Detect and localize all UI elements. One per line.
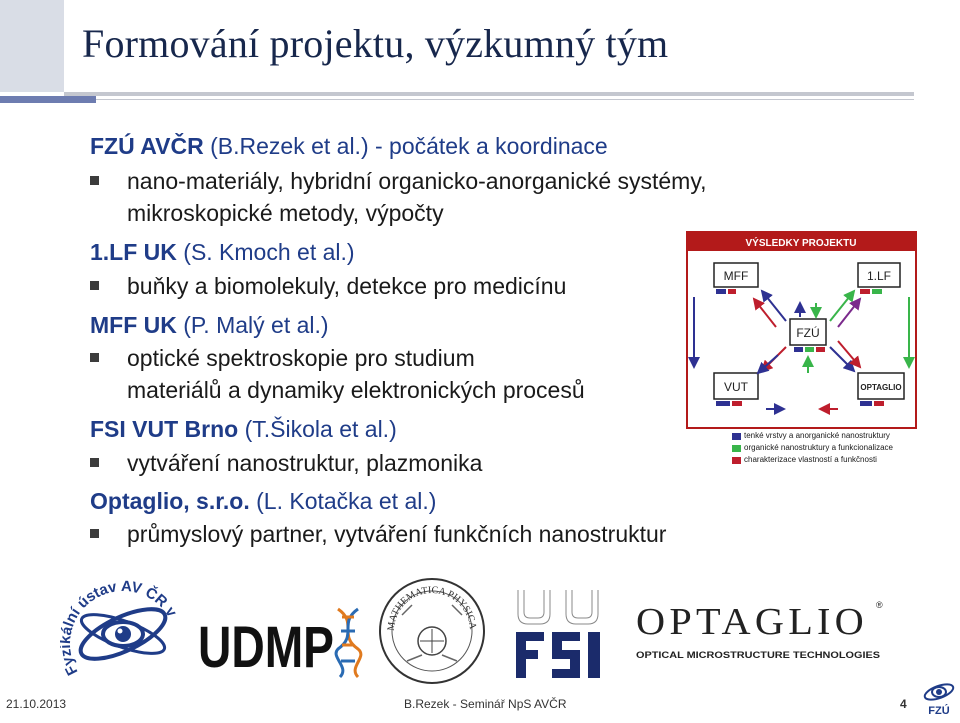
section-heading-vut: FSI VUT Brno (T.Šikola et al.) <box>90 416 397 442</box>
bullet-square-icon <box>90 529 99 538</box>
legend-item: charakterizace vlastností a funkčnosti <box>732 455 932 466</box>
bullet-square-icon <box>90 281 99 290</box>
optaglio-wordmark: OPTAGLIO <box>636 601 868 643</box>
svg-text:MATHEMATICA PHYSICA <box>386 585 478 631</box>
title-rule <box>64 92 914 96</box>
optaglio-logo <box>630 596 892 666</box>
footer-center: B.Rezek - Seminář NpS AVČR <box>404 697 567 711</box>
title-side-bar <box>0 0 64 92</box>
section-heading-fzu: FZÚ AVČR (B.Rezek et al.) - počátek a koordinace <box>90 133 608 159</box>
udmp-text: UDMP <box>198 615 334 680</box>
title-rule-accent <box>0 96 96 103</box>
fzu-logo-text: Fy lní ústav AV ČR v <box>60 577 180 679</box>
legend-swatch <box>732 457 741 464</box>
title-rule-thin <box>96 99 914 100</box>
section-heading-lf: 1.LF UK (S. Kmoch et al.) <box>90 239 355 265</box>
bullet-continuation: mikroskopické metody, výpočty <box>127 200 444 226</box>
footer-fzu-logo <box>920 676 958 718</box>
diagram-graphic <box>688 233 915 427</box>
section-heading-mff: MFF UK (P. Malý et al.) <box>90 312 329 338</box>
footer-date: 21.10.2013 <box>6 697 67 711</box>
bullet-square-icon <box>90 176 99 185</box>
legend-swatch <box>732 445 741 452</box>
legend-item: organické nanostruktury a funkcionalizace <box>732 443 932 454</box>
page-number: 4 <box>900 697 907 711</box>
svg-text:FZÚ: FZÚ <box>796 326 820 340</box>
bullet-square-icon <box>90 458 99 467</box>
mff-seal-logo <box>372 575 492 687</box>
legend-swatch <box>732 433 741 440</box>
bullet-square-icon <box>90 353 99 362</box>
page-title: Formování projektu, výzkumný tým <box>82 21 669 66</box>
node-vut <box>714 373 758 406</box>
svg-text:OPTAGLIO: OPTAGLIO <box>860 383 902 392</box>
diagram-legend <box>732 431 932 467</box>
node-lf <box>858 263 900 294</box>
seal-text: MATHEMATICA PHYSICA <box>385 584 479 632</box>
fzu-logo <box>60 572 186 692</box>
svg-text:1.LF: 1.LF <box>866 269 892 283</box>
node-fzu <box>790 319 826 352</box>
legend-item: tenké vrstvy a anorganické nanostruktury <box>732 431 932 442</box>
svg-text:VUT: VUT <box>724 380 748 394</box>
udmp-logo <box>198 605 370 681</box>
bullet-continuation: materiálů a dynamiky elektronických procesů <box>127 377 585 403</box>
optaglio-tagline: OPTICAL MICROSTRUCTURE TECHNOLOGIES <box>636 650 880 661</box>
diagram-header: VÝSLEDKY PROJEKTU <box>745 238 857 249</box>
svg-text:MFF: MFF <box>723 269 749 283</box>
section-heading-optaglio: Optaglio, s.r.o. (L. Kotačka et al.) <box>90 488 437 514</box>
footer-logo-text: FZÚ <box>928 705 950 717</box>
project-results-diagram <box>686 231 917 429</box>
optaglio-reg: ® <box>876 600 883 610</box>
node-optaglio <box>858 373 904 406</box>
vut-fsi-logo <box>510 588 614 680</box>
node-mff <box>714 263 758 294</box>
